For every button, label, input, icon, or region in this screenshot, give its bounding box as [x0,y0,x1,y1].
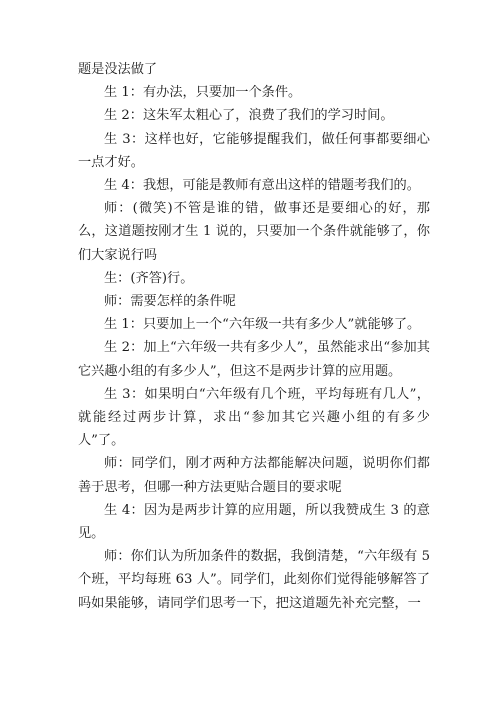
document-page [78,58,430,615]
paragraph-class-reply: 生：(齐答)行。 [104,270,194,286]
paragraph-teacher-instruction: 师：你们认为所加条件的数据，我倒清楚，“六年级有 5 个班，平均每班 63 人”。同学们，此刻你们觉得能够解答了吗如果能够，请同学们思考一下，把这道题先补充完整，一 [78,549,430,611]
paragraph-student1-answer: 生 1：有办法，只要加一个条件。 [104,85,302,101]
paragraph-student4-opinion: 生 4：因为是两步计算的应用题，所以我赞成生 3 的意见。 [78,502,430,542]
paragraph-student3-answer: 生 3：这样也好，它能够提醒我们，做任何事都要细心一点才好。 [78,131,430,170]
paragraph-continuation: 题是没法做了 [78,62,158,77]
paragraph-student3-condition: 生 3：如果明白“六年级有几个班，平均每班有几人”，就能经过两步计算，求出“参加其它兴趣小组的有多少人”了。 [78,386,430,449]
paragraph-teacher-remark: 师：(微笑)不管是谁的错，做事还是要细心的好，那么，这道题按刚才生 1 说的，只要加一个条件就能够了，你们大家说行吗 [78,201,430,263]
paragraph-student2-answer: 生 2：这朱军太粗心了，浪费了我们的学习时间。 [104,108,394,124]
paragraph-student4-answer: 生 4：我想，可能是教师有意出这样的错题考我们的。 [104,178,420,194]
paragraph-teacher-question: 师：需要怎样的条件呢 [104,294,236,310]
paragraph-student1-condition: 生 1：只要加上一个“六年级一共有多少人”就能够了。 [104,317,421,333]
paragraph-teacher-comparison: 师：同学们，刚才两种方法都能解决问题，说明你们都善于思考，但哪一种方法更贴合题目的要求呢 [78,456,430,495]
paragraph-student2-condition: 生 2：加上“六年级一共有多少人”，虽然能求出“参加其它兴趣小组的有多少人”，但这不是两步计算的应用题。 [78,340,430,379]
